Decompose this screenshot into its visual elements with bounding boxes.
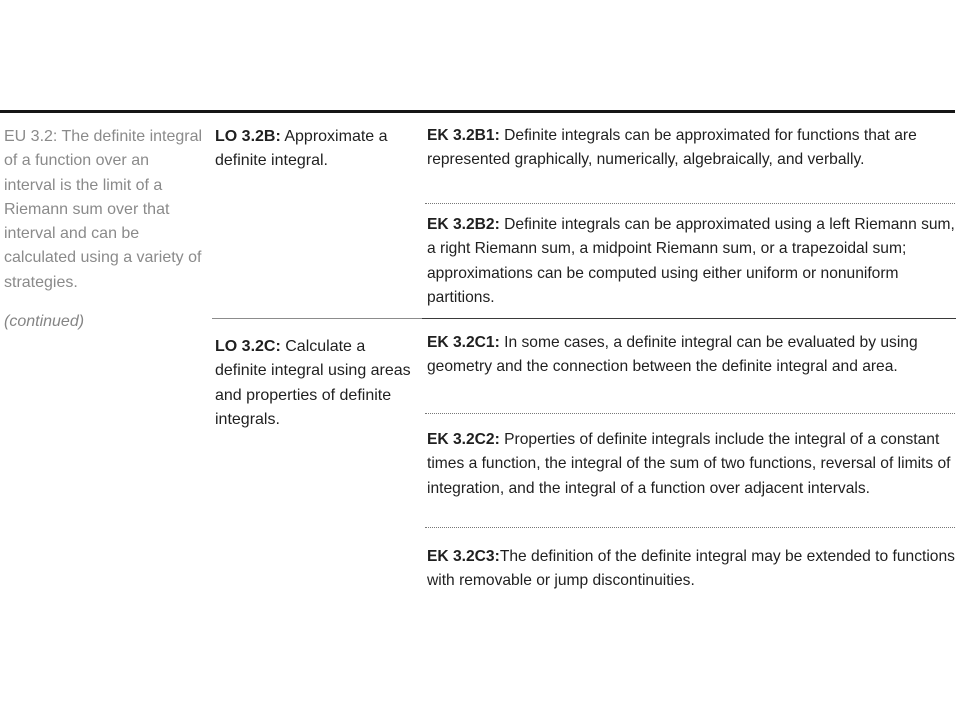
continued-note: (continued) [4, 313, 85, 331]
ek-label: EK 3.2B1: [427, 127, 500, 144]
ek-text: In some cases, a definite integral can be evaluated by using geometry and the connection between the definite integral and area. [427, 334, 918, 376]
enduring-understanding [4, 125, 204, 295]
dotted-divider [425, 413, 955, 414]
learning-objective-3-2b [215, 125, 415, 174]
ek-label: EK 3.2C1: [427, 334, 500, 351]
ek-label: EK 3.2B2: [427, 216, 500, 233]
essential-knowledge-3-2c2 [427, 428, 957, 501]
ek-text: Definite integrals can be approximated using a left Riemann sum, a right Riemann sum, a midpoint Riemann sum, or a trapezoidal sum; approximations can be computed using either uniform or nonuniform partitions. [427, 216, 955, 306]
ek-text: The definition of the definite integral may be extended to functions with removable or jump discontinuities. [427, 548, 955, 590]
essential-knowledge-3-2c1 [427, 331, 957, 380]
learning-objective-3-2c [215, 335, 415, 432]
eu-label: EU 3.2: [4, 128, 58, 145]
essential-knowledge-3-2c3 [427, 545, 957, 594]
ek-label: EK 3.2C3: [427, 548, 500, 565]
lo-label: LO 3.2B: [215, 128, 281, 145]
ek-label: EK 3.2C2: [427, 431, 500, 448]
lo-text: Approximate a definite integral. [215, 128, 388, 170]
lo-divider [212, 318, 422, 319]
enduring-understanding-column [4, 125, 204, 334]
dotted-divider [425, 527, 955, 528]
section-divider [422, 318, 956, 319]
dotted-divider [425, 203, 955, 204]
essential-knowledge-3-2b1 [427, 124, 957, 173]
ek-text: Properties of definite integrals include the integral of a constant times a function, the integral of the sum of two functions, reversal of limits of integration, and the integral of a function over adjacent intervals. [427, 431, 951, 497]
ek-text: Definite integrals can be approximated for functions that are represented graphically, numerically, algebraically, and verbally. [427, 127, 917, 169]
essential-knowledge-3-2b2 [427, 213, 957, 310]
lo-label: LO 3.2C: [215, 338, 281, 355]
lo-text: Calculate a definite integral using areas and properties of definite integrals. [215, 338, 411, 428]
table-top-rule [0, 110, 955, 113]
eu-text: The definite integral of a function over an interval is the limit of a Riemann sum over that interval and can be calculated using a variety of strategies. [4, 128, 203, 291]
